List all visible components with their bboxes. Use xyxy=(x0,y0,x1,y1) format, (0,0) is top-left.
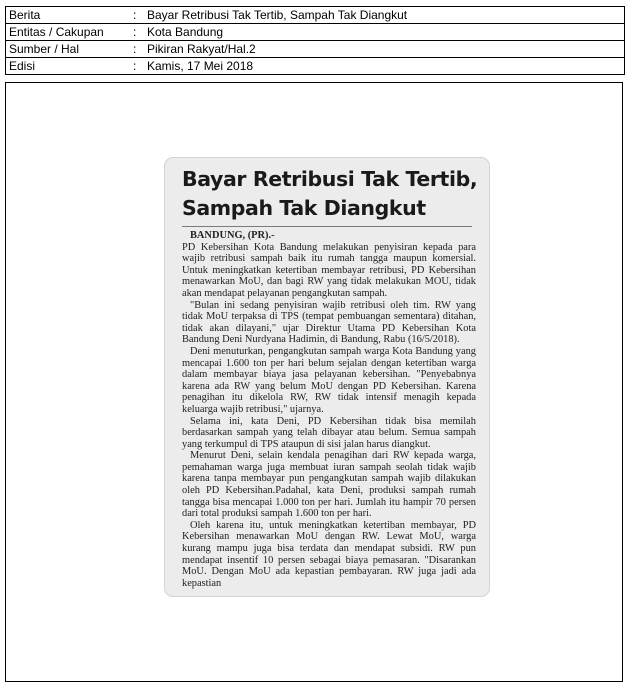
article-paragraph-text: PD Kebersihan Kota Bandung melakukan penyisiran kepada para wajib retribusi sampah baik itu rumah tangga maupun komersial. Untuk meningkatkan ketertiban membayar retribusi, PD Kebersihan menawarkan MoU, dan bagi RW yang tidak melakukan MOU, tidak akan mendapat pelayanan pengangkutan sampah. xyxy=(182,241,476,299)
article-paragraph xyxy=(182,230,476,300)
metadata-row-edisi xyxy=(6,58,625,75)
metadata-separator: : xyxy=(133,58,137,73)
metadata-value: Pikiran Rakyat/Hal.2 xyxy=(147,41,256,56)
metadata-key: Berita xyxy=(6,7,131,24)
article-paragraph: Oleh karena itu, untuk meningkatkan ketertiban membayar, PD Kebersihan menawarkan MoU dengan RW. Lewat MoU, warga kurang mampu juga bisa terdata dan mendapat subsidi. RW pun mendapat insentif 10 persen sebagai biaya pemasaran. "Disarankan MoU. Dengan MoU ada kepastian pembayaran. RW juga jadi ada kepastian xyxy=(182,519,476,589)
metadata-row-berita xyxy=(6,7,625,24)
metadata-key: Entitas / Cakupan xyxy=(6,24,131,41)
article-paragraph: Selama ini, kata Deni, PD Kebersihan tidak bisa memilah berdasarkan sampah yang telah dibayar atau belum. Semua sampah yang terkumpul di TPS ataupun di sisi jalan harus diangkut. xyxy=(182,415,476,450)
metadata-separator: : xyxy=(133,24,137,39)
metadata-key: Edisi xyxy=(6,58,131,75)
metadata-value-cell xyxy=(130,24,625,41)
article-dateline: BANDUNG, (PR).- xyxy=(190,230,275,241)
metadata-key: Sumber / Hal xyxy=(6,41,131,58)
article-paragraph: "Bulan ini sedang penyisiran wajib retribusi oleh tim. RW yang tidak MoU terpaksa di TPS (tempat pembuangan sementara) ditahan, tidak akan dilayani," ujar Direktur Utama PD Kebersihan Kota Bandung Deni Nurdyana Hadimin, di Bandung, Rabu (16/5/2018). xyxy=(182,299,476,346)
metadata-row-entitas xyxy=(6,24,625,41)
headline-divider xyxy=(182,226,472,227)
metadata-separator: : xyxy=(133,41,137,56)
metadata-row-sumber xyxy=(6,41,625,58)
article-paragraph: Deni menuturkan, pengangkutan sampah warga Kota Bandung yang mencapai 1.600 ton per hari belum sejalan dengan ketertiban warga dalam membayar biaya jasa pelayanan kebersihan. "Penyebabnya karena ada RW yang belum MoU dengan PD Kebersihan. Karena penagihan itu dikelola RW, RW tidak intensif menagih kepada keluarga wajib retribusi," ujarnya. xyxy=(182,345,476,415)
metadata-value: Kota Bandung xyxy=(147,24,224,39)
metadata-separator: : xyxy=(133,7,137,22)
metadata-value-cell xyxy=(130,58,625,75)
metadata-table xyxy=(5,6,625,75)
article-body xyxy=(182,230,476,589)
metadata-value-cell xyxy=(130,7,625,24)
article-paragraph: Menurut Deni, selain kendala penagihan dari RW kepada warga, pemahaman warga juga membuat iuran sampah seolah tidak wajib karena tanpa membayar pun pengangkutan sampah wajib dilakukan oleh PD Kebersihan.Padahal, kata Deni, produksi sampah rumah tangga bisa mencapai 1.000 ton per hari. Jumlah itu hampir 70 persen dari total produksi sampah 1.600 ton per hari. xyxy=(182,450,476,520)
newspaper-clipping xyxy=(164,157,490,597)
metadata-value-cell xyxy=(130,41,625,58)
article-headline: Bayar Retribusi Tak Tertib, Sampah Tak Diangkut xyxy=(182,167,478,220)
metadata-value: Bayar Retribusi Tak Tertib, Sampah Tak Diangkut xyxy=(147,7,408,22)
metadata-value: Kamis, 17 Mei 2018 xyxy=(147,58,254,73)
